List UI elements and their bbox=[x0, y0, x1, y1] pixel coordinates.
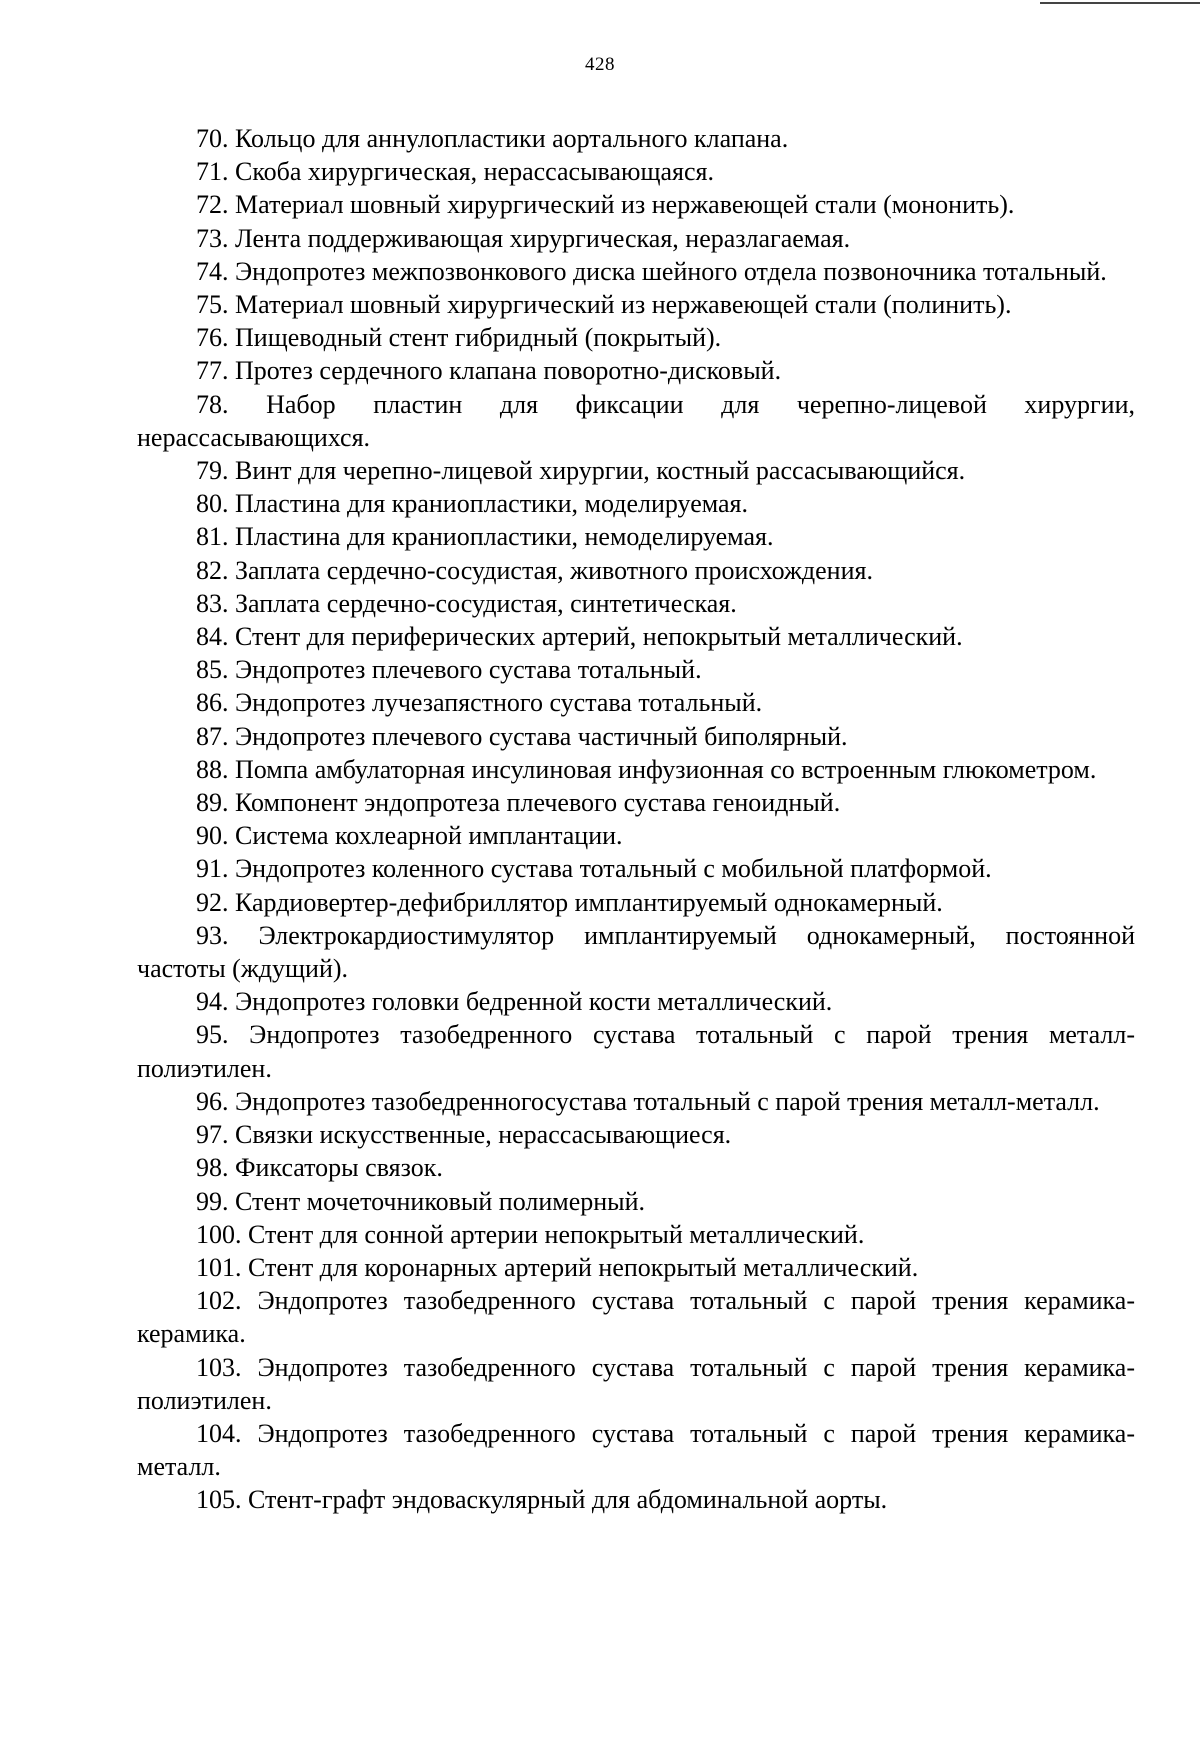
list-item: 73. Лента поддерживающая хирургическая, неразлагаемая. bbox=[196, 223, 851, 253]
list-item: 77. Протез сердечного клапана поворотно-дисковый. bbox=[196, 356, 782, 386]
list-item: 83. Заплата сердечно-сосудистая, синтетическая. bbox=[196, 588, 737, 618]
list-item: 99. Стент мочеточниковый полимерный. bbox=[196, 1186, 646, 1216]
list-item: 93. Электрокардиостимулятор имплантируемый однокамерный, постоянной частоты (ждущий). bbox=[137, 920, 1135, 984]
list-item: 79. Винт для черепно-лицевой хирургии, костный рассасывающийся. bbox=[196, 456, 966, 486]
list-item: 103. Эндопротез тазобедренного сустава тотальный с парой трения керамика-полиэтилен. bbox=[137, 1352, 1135, 1415]
list-item: 70. Кольцо для аннулопластики аортального клапана. bbox=[196, 124, 789, 153]
numbered-list bbox=[137, 122, 1135, 1517]
list-item: 86. Эндопротез лучезапястного сустава тотальный. bbox=[196, 688, 763, 718]
list-item: 87. Эндопротез плечевого сустава частичный биполярный. bbox=[196, 721, 848, 751]
list-item: 91. Эндопротез коленного сустава тотальный с мобильной платформой. bbox=[196, 854, 992, 884]
list-item: 88. Помпа амбулаторная инсулиновая инфузионная со встроенным глюкометром. bbox=[196, 754, 1097, 784]
list-item: 101. Стент для коронарных артерий непокрытый металлический. bbox=[196, 1252, 919, 1282]
list-item: 98. Фиксаторы связок. bbox=[196, 1153, 443, 1183]
list-item: 84. Стент для периферических артерий, непокрытый металлический. bbox=[196, 622, 963, 652]
list-item: 76. Пищеводный стент гибридный (покрытый). bbox=[196, 323, 722, 353]
list-item: 85. Эндопротез плечевого сустава тотальный. bbox=[196, 655, 702, 685]
list-item: 94. Эндопротез головки бедренной кости металлический. bbox=[196, 987, 833, 1017]
list-item: 95. Эндопротез тазобедренного сустава тотальный с парой трения металл-полиэтилен. bbox=[137, 1020, 1135, 1083]
list-item: 71. Скоба хирургическая, нерассасывающаяся. bbox=[196, 157, 714, 187]
list-item: 72. Материал шовный хирургический из нержавеющей стали (мононить). bbox=[196, 190, 1015, 220]
list-item: 78. Набор пластин для фиксации для черепно-лицевой хирургии, нерассасывающихся. bbox=[137, 389, 1135, 452]
list-item: 96. Эндопротез тазобедренногосустава тотальный с парой трения металл-металл. bbox=[196, 1086, 1100, 1116]
list-item: 89. Компонент эндопротеза плечевого сустава геноидный. bbox=[196, 788, 841, 818]
page-number: 428 bbox=[585, 54, 615, 75]
list-item: 92. Кардиовертер-дефибриллятор имплантируемый однокамерный. bbox=[196, 887, 943, 917]
list-item: 82. Заплата сердечно-сосудистая, животного происхождения. bbox=[196, 555, 873, 585]
list-item: 80. Пластина для краниопластики, моделируемая. bbox=[196, 489, 749, 519]
top-edge-rule bbox=[1040, 2, 1200, 4]
list-item: 100. Стент для сонной артерии непокрытый металлический. bbox=[196, 1219, 865, 1249]
list-item: 105. Стент-графт эндоваскулярный для абдоминальной аорты. bbox=[196, 1485, 888, 1515]
list-item: 81. Пластина для краниопластики, немоделируемая. bbox=[196, 522, 774, 552]
list-item: 90. Система кохлеарной имплантации. bbox=[196, 821, 623, 851]
list-item: 104. Эндопротез тазобедренного сустава тотальный с парой трения керамика-металл. bbox=[137, 1418, 1135, 1482]
list-item: 74. Эндопротез межпозвонкового диска шейного отдела позвоночника тотальный. bbox=[196, 256, 1107, 286]
list-item: 102. Эндопротез тазобедренного сустава тотальный с парой трения керамика-керамика. bbox=[137, 1286, 1135, 1349]
list-item: 97. Связки искусственные, нерассасывающиеся. bbox=[196, 1120, 732, 1150]
list-item: 75. Материал шовный хирургический из нержавеющей стали (полинить). bbox=[196, 290, 1012, 320]
